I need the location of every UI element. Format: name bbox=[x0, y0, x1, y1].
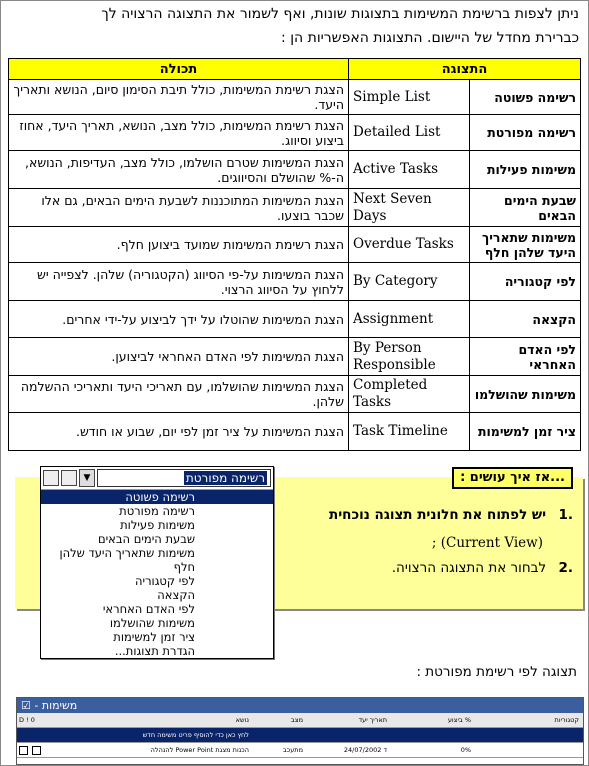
task-row-icons bbox=[17, 743, 59, 757]
table-row bbox=[9, 301, 581, 338]
view-description: הצגת רשימת המשימות, כולל תיבת הסימון סיום, הנושא ותאריך היעד. bbox=[9, 80, 349, 115]
view-hebrew-name: לפי קטגוריה bbox=[470, 263, 581, 301]
current-view-dropdown[interactable] bbox=[40, 466, 274, 659]
view-english-name: Assignment bbox=[349, 301, 470, 338]
step-1 bbox=[329, 507, 573, 523]
col-status-header[interactable]: מצב bbox=[290, 716, 303, 724]
view-option[interactable]: משימות שהושלמו bbox=[109, 616, 195, 630]
view-english-name: Next Seven Days bbox=[349, 189, 470, 227]
view-english-name: Detailed List bbox=[349, 115, 470, 151]
step-1-text: יש לפתוח את חלונית תצוגה נוכחית bbox=[328, 507, 547, 523]
view-english-name: Simple List bbox=[349, 80, 470, 115]
views-table bbox=[8, 58, 581, 451]
view-option[interactable]: רשימה מפורטת bbox=[119, 504, 195, 518]
view-english-name: Active Tasks bbox=[349, 151, 470, 189]
view-description: הצגת המשימות שטרם הושלמו, כולל מצב, העדיפות, הנושא, ה-% שהושלם והסיווגים. bbox=[9, 151, 349, 189]
table-row bbox=[9, 115, 581, 151]
tasks-icon: ☑ bbox=[21, 699, 31, 712]
view-english-name: By Category bbox=[349, 263, 470, 301]
step-2-text: לבחור את התצוגה הרצויה. bbox=[391, 560, 547, 576]
complete-checkbox[interactable] bbox=[32, 746, 41, 755]
intro-line-2: כברירת מחדל של היישום. התצוגות האפשריות הן : bbox=[281, 30, 579, 46]
view-option[interactable]: הגדרת תצוגות... bbox=[114, 644, 195, 658]
view-description: הצגת המשימות המתוכננות לשבעת הימים הבאים, גם אלו שכבר בוצעו. bbox=[9, 189, 349, 227]
view-option[interactable]: ציר זמן למשימות bbox=[113, 630, 195, 644]
task-subject[interactable]: הכנות מצגת Power Point להנהלה bbox=[150, 746, 249, 754]
view-description: הצגת המשימות שהושלמו, עם תאריכי היעד ותאריכי ההשלמה שלהן. bbox=[9, 376, 349, 413]
view-hebrew-name: רשימה פשוטה bbox=[470, 80, 581, 115]
view-option[interactable]: רשימה פשוטה bbox=[41, 490, 273, 504]
howto-title: ...אז איך עושים : bbox=[452, 467, 573, 489]
task-icon bbox=[19, 746, 28, 755]
view-hebrew-name: משימות פעילות bbox=[470, 151, 581, 189]
view-hebrew-name: משימות שהושלמו bbox=[470, 376, 581, 413]
header-view: התצוגה bbox=[349, 59, 581, 80]
column-headers bbox=[17, 713, 583, 728]
toolbar-icons bbox=[41, 470, 77, 486]
table-row[interactable] bbox=[17, 743, 583, 758]
step-1-number: .1 bbox=[558, 507, 573, 523]
view-option[interactable]: לפי האדם האחראי bbox=[102, 602, 195, 616]
dropdown-header bbox=[41, 467, 273, 490]
view-english-name: By Person Responsible bbox=[349, 338, 470, 376]
view-description: הצגת המשימות שהוטלו על ידך לביצוע על-ידי אחרים. bbox=[9, 301, 349, 338]
chevron-down-icon[interactable]: ▼ bbox=[79, 469, 95, 487]
window-title bbox=[17, 698, 583, 713]
table-row bbox=[9, 227, 581, 263]
view-option[interactable]: שבעת הימים הבאים bbox=[97, 532, 195, 546]
layout-icon[interactable] bbox=[61, 470, 77, 486]
view-option[interactable]: לפי קטגוריה bbox=[134, 574, 195, 588]
view-hebrew-name: רשימה מפורטת bbox=[470, 115, 581, 151]
intro-line-1: ניתן לצפות ברשימת המשימות בתצוגות שונות, ואף לשמור את התצוגה הרצויה לך bbox=[101, 6, 579, 22]
table-row bbox=[9, 413, 581, 451]
col-due-date-header[interactable]: תאריך יעד bbox=[358, 716, 387, 724]
table-row bbox=[9, 80, 581, 115]
view-description: הצגת המשימות על-פי הסיווג (הקטגוריה) שלהן. לצפייה יש ללחוץ על הסיווג הרצוי. bbox=[9, 263, 349, 301]
view-option[interactable]: הקצאה bbox=[157, 588, 195, 602]
view-english-name: Task Timeline bbox=[349, 413, 470, 451]
task-due-date[interactable]: ד 24/07/2002 bbox=[343, 746, 387, 754]
table-row bbox=[9, 376, 581, 413]
detailed-list-caption: תצוגה לפי רשימת מפורטת : bbox=[416, 664, 577, 680]
view-description: הצגת המשימות על ציר זמן לפי יום, שבוע או חודש. bbox=[9, 413, 349, 451]
step-2 bbox=[392, 560, 573, 576]
new-task-prompt[interactable]: לחץ כאן כדי להוסיף פריט משימה חדש bbox=[142, 731, 249, 739]
step-2-number: .2 bbox=[558, 560, 573, 576]
view-description: הצגת רשימת המשימות שמועד ביצוען חלף. bbox=[9, 227, 349, 263]
window-title-text: - משימות bbox=[34, 699, 78, 712]
task-categories[interactable] bbox=[475, 743, 583, 757]
table-row bbox=[9, 151, 581, 189]
table-row bbox=[9, 338, 581, 376]
col-categories-header[interactable]: קטגוריות bbox=[554, 716, 579, 724]
view-hebrew-name: ציר זמן למשימות bbox=[470, 413, 581, 451]
view-english-name: Overdue Tasks bbox=[349, 227, 470, 263]
current-view-select[interactable] bbox=[97, 469, 271, 487]
intro-text bbox=[9, 2, 579, 50]
view-options-list bbox=[41, 490, 273, 658]
view-english-name: Completed Tasks bbox=[349, 376, 470, 413]
col-percent-header[interactable]: % ביצוע bbox=[447, 716, 471, 724]
table-row bbox=[9, 189, 581, 227]
view-option[interactable]: משימות פעילות bbox=[120, 518, 195, 532]
task-status[interactable]: מתעכב bbox=[283, 746, 303, 754]
header-content: תכולה bbox=[9, 59, 349, 80]
col-icons-header[interactable]: D ! 0 bbox=[19, 716, 35, 724]
view-hebrew-name: לפי האדם האחראי bbox=[470, 338, 581, 376]
view-description: הצגת רשימת המשימות, כולל מצב, הנושא, תאריך היעד, אחוז ביצוע וסיווג. bbox=[9, 115, 349, 151]
view-description: הצגת המשימות לפי האדם האחראי לביצוען. bbox=[9, 338, 349, 376]
table-row bbox=[9, 263, 581, 301]
task-percent-complete[interactable]: 0% bbox=[460, 746, 471, 754]
col-subject-header[interactable]: נושא bbox=[235, 716, 249, 724]
view-option[interactable]: משימות שתאריך היעד שלהן חלף bbox=[59, 546, 195, 574]
view-hebrew-name: הקצאה bbox=[470, 301, 581, 338]
current-view-value: רשימה מפורטת bbox=[185, 471, 265, 485]
view-hebrew-name: משימות שתאריך היעד שלהן חלף bbox=[470, 227, 581, 263]
new-row-icons bbox=[17, 728, 59, 742]
view-icon[interactable] bbox=[43, 470, 59, 486]
new-task-row[interactable] bbox=[17, 728, 583, 743]
view-hebrew-name: שבעת הימים הבאים bbox=[470, 189, 581, 227]
tasks-window-screenshot bbox=[16, 697, 584, 765]
step-1-continuation: (Current View) ; bbox=[431, 535, 543, 551]
